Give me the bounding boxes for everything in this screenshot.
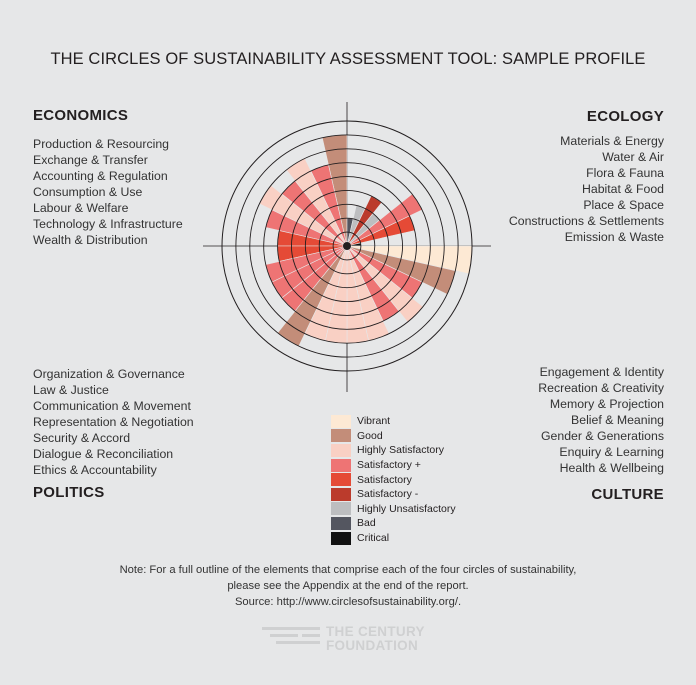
politics-heading: POLITICS (33, 484, 105, 501)
legend-swatch (331, 444, 351, 457)
list-item: Gender & Generations (540, 429, 664, 443)
legend-label: Bad (357, 517, 376, 530)
legend-item (331, 487, 456, 502)
legend-item (331, 458, 456, 473)
list-item: Organization & Governance (33, 367, 185, 381)
legend-item (331, 472, 456, 487)
list-item: Technology & Infrastructure (33, 217, 183, 231)
legend-item (331, 516, 456, 531)
list-item: Emission & Waste (564, 230, 664, 244)
list-item: Habitat & Food (581, 182, 664, 196)
list-item: Place & Space (583, 198, 664, 212)
chart-title: THE CIRCLES OF SUSTAINABILITY ASSESSMENT TOOL: SAMPLE PROFILE (50, 50, 646, 68)
list-item: Exchange & Transfer (33, 153, 148, 167)
list-item: Accounting & Regulation (33, 169, 168, 183)
list-item: Materials & Energy (560, 134, 664, 148)
list-item: Production & Resourcing (33, 137, 170, 151)
list-item: Labour & Welfare (33, 201, 129, 215)
list-item: Communication & Movement (33, 399, 191, 413)
legend-swatch (331, 532, 351, 545)
legend-label: Good (357, 429, 383, 442)
legend-swatch (331, 415, 351, 428)
ecology-heading: ECOLOGY (586, 108, 664, 125)
legend-label: Satisfactory + (357, 459, 421, 472)
source-line: Source: http://www.circlesofsustainability.org/. (234, 596, 462, 608)
culture-heading: CULTURE (591, 486, 664, 503)
list-item: Constructions & Settlements (508, 214, 664, 228)
list-item: Memory & Projection (549, 397, 664, 411)
legend-swatch (331, 429, 351, 442)
logo-mark-icon (262, 627, 320, 651)
note-line: please see the Appendix at the end of the report. (227, 580, 469, 592)
list-item: Consumption & Use (33, 185, 143, 199)
list-item: Representation & Negotiation (33, 415, 194, 429)
legend-label: Satisfactory (357, 473, 412, 486)
legend (331, 414, 456, 545)
note-line: Note: For a full outline of the elements that comprise each of the four circles of sustainability, (119, 564, 577, 576)
legend-label: Highly Satisfactory (357, 444, 444, 457)
list-item: Flora & Fauna (586, 166, 664, 180)
legend-swatch (331, 517, 351, 530)
list-item: Water & Air (602, 150, 664, 164)
list-item: Law & Justice (33, 383, 109, 397)
center-dot (343, 242, 351, 250)
legend-item (331, 429, 456, 444)
list-item: Dialogue & Reconciliation (33, 447, 174, 461)
legend-label: Satisfactory - (357, 488, 419, 501)
list-item: Belief & Meaning (571, 413, 664, 427)
list-item: Health & Wellbeing (559, 461, 664, 475)
economics-heading: ECONOMICS (33, 107, 129, 124)
legend-label: Vibrant (357, 415, 391, 428)
legend-swatch (331, 459, 351, 472)
legend-swatch (331, 473, 351, 486)
legend-item (331, 414, 456, 429)
logo-text: THE CENTURY FOUNDATION (326, 624, 425, 653)
list-item: Wealth & Distribution (33, 233, 148, 247)
list-item: Enquiry & Learning (559, 445, 664, 459)
list-item: Security & Accord (33, 431, 131, 445)
legend-swatch (331, 502, 351, 515)
legend-label: Critical (357, 532, 390, 545)
legend-label: Highly Unsatisfactory (357, 502, 456, 515)
legend-item (331, 502, 456, 517)
list-item: Ethics & Accountability (33, 463, 157, 477)
legend-swatch (331, 488, 351, 501)
legend-item (331, 443, 456, 458)
legend-item (331, 531, 456, 546)
century-foundation-logo (262, 625, 442, 655)
list-item: Engagement & Identity (539, 365, 664, 379)
note (0, 562, 696, 610)
list-item: Recreation & Creativity (538, 381, 664, 395)
